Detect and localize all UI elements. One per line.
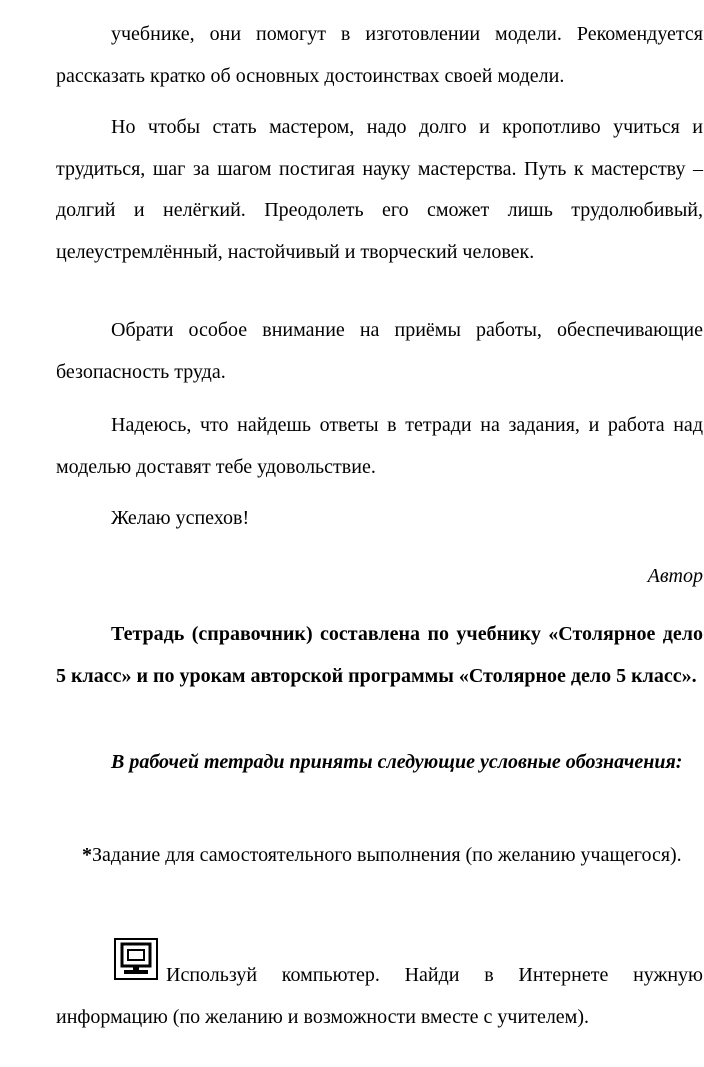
legend-item-computer: Используй компьютер. Найди в Интернете нужную информацию (по желанию и возможности вместе с учителем). — [56, 964, 703, 1028]
legend-item-star — [82, 835, 703, 877]
star-symbol: * — [82, 844, 92, 866]
paragraph-hope: Надеюсь, что найдешь ответы в тетради на задания, и работа над моделью доставят тебе удовольствие. — [56, 414, 703, 478]
paragraph-textbook-source: Тетрадь (справочник) составлена по учебнику «Столярное дело 5 класс» и по урокам авторской программы «Столярное дело 5 класс». — [56, 623, 703, 687]
paragraph-model-advice: учебнике, они помогут в изготовлении модели. Рекомендуется рассказать кратко об основных достоинствах своей модели. — [56, 23, 703, 87]
paragraph-mastery: Но чтобы стать мастером, надо долго и кропотливо учиться и трудиться, шаг за шагом постигая науку мастерства. Путь к мастерству – долгий и нелёгкий. Преодолеть его сможет лишь трудолюбивый, целеустремлённый, настойчивый и творческий человек. — [56, 116, 703, 263]
paragraph-legend-heading: В рабочей тетради приняты следующие условные обозначения: — [111, 751, 683, 773]
legend-star-text: Задание для самостоятельного выполнения (по желанию учащегося). — [92, 844, 682, 866]
paragraph-wishes: Желаю успехов! — [111, 507, 250, 529]
author-signature: Автор — [647, 565, 703, 587]
paragraph-safety: Обрати особое внимание на приёмы работы, обеспечивающие безопасность труда. — [56, 319, 703, 383]
